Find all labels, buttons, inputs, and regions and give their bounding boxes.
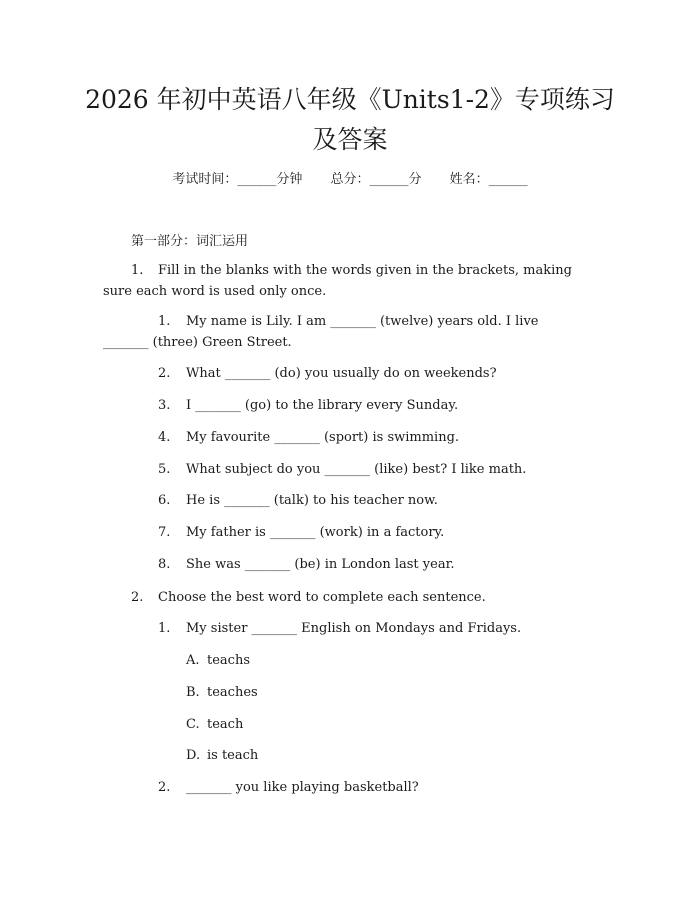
exam-time-field: 考试时间：______分钟 (172, 172, 303, 187)
option-letter: D. (186, 748, 201, 763)
item-text: I _______ (go) to the library every Sunday. (186, 398, 459, 413)
list-item (158, 621, 521, 636)
page-title: 2026 年初中英语八年级《Units1-2》专项练习及答案 (85, 85, 615, 154)
list-item (158, 430, 459, 445)
item-number: 2. (158, 366, 171, 381)
item-text: What _______ (do) you usually do on weekends? (186, 366, 497, 381)
list-item (158, 462, 526, 477)
question-number: 2. (131, 590, 144, 605)
question-text: Fill in the blanks with the words given in the brackets, making sure each word is used only once. (103, 263, 572, 299)
item-number: 3. (158, 398, 171, 413)
item-number: 8. (158, 557, 171, 572)
question-2-instruction (131, 590, 486, 605)
item-number: 4. (158, 430, 171, 445)
section-heading: 第一部分：词汇运用 (131, 234, 249, 249)
student-name-field: 姓名：______ (449, 172, 528, 187)
option-letter: C. (186, 717, 200, 732)
item-number: 1. (158, 314, 171, 329)
item-number: 6. (158, 493, 171, 508)
list-item (158, 780, 419, 795)
option-letter: B. (186, 685, 200, 700)
answer-option (186, 748, 258, 763)
item-text: My sister _______ English on Mondays and Fridays. (186, 621, 522, 636)
exam-meta (0, 168, 700, 187)
option-letter: A. (186, 653, 200, 668)
item-number: 5. (158, 462, 171, 477)
total-score-field: 总分：______分 (330, 172, 422, 187)
item-text: My father is _______ (work) in a factory. (186, 525, 445, 540)
question-text: Choose the best word to complete each sentence. (158, 590, 486, 605)
list-item-continuation: _______ (three) Green Street. (103, 335, 292, 350)
list-item (158, 398, 458, 413)
list-item (158, 314, 538, 329)
list-item (158, 366, 497, 381)
list-item (158, 557, 455, 572)
question-1-instruction (103, 260, 597, 302)
item-number: 7. (158, 525, 171, 540)
answer-option (186, 685, 258, 700)
item-text: She was _______ (be) in London last year. (186, 557, 455, 572)
item-text: My name is Lily. I am _______ (twelve) years old. I live (186, 314, 539, 329)
item-text: What subject do you _______ (like) best? I like math. (186, 462, 527, 477)
item-text: My favourite _______ (sport) is swimming. (186, 430, 460, 445)
answer-option (186, 717, 243, 732)
item-text: _______ you like playing basketball? (186, 780, 419, 795)
list-item (158, 525, 444, 540)
option-text: teachs (207, 653, 250, 668)
option-text: teaches (207, 685, 258, 700)
option-text: teach (207, 717, 244, 732)
answer-option (186, 653, 250, 668)
item-number: 1. (158, 621, 171, 636)
option-text: is teach (207, 748, 259, 763)
question-number: 1. (131, 263, 144, 278)
item-number: 2. (158, 780, 171, 795)
item-text: He is _______ (talk) to his teacher now. (186, 493, 438, 508)
list-item (158, 493, 438, 508)
